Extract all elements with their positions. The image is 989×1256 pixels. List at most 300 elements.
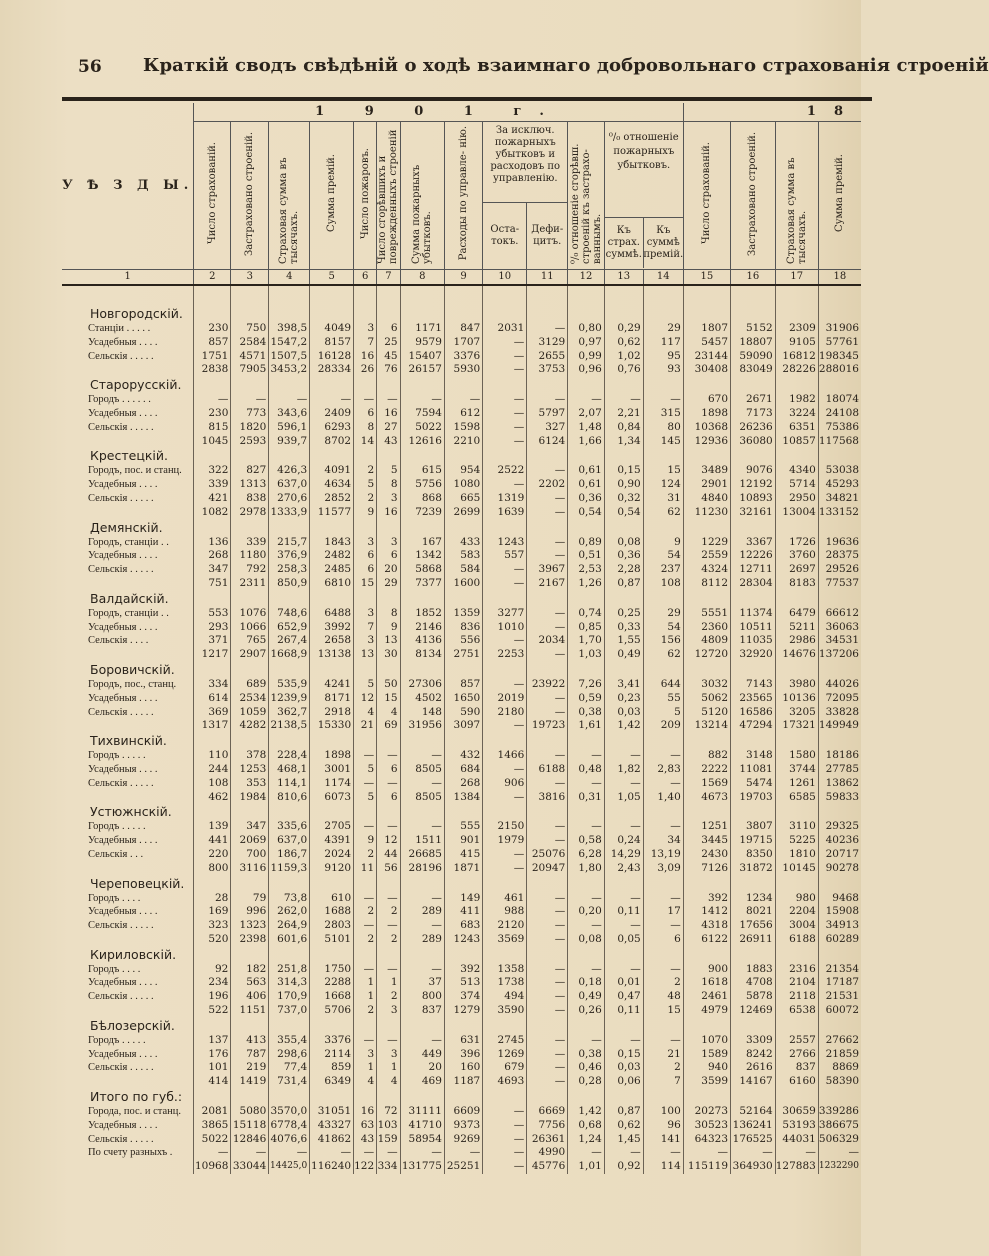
table-cell: 29526: [818, 563, 861, 577]
table-cell: 700: [231, 848, 269, 862]
table-cell: 1,03: [568, 648, 605, 662]
table-cell: [527, 947, 568, 963]
table-cell: —: [527, 820, 568, 834]
table-cell: 5714: [775, 478, 818, 492]
table-cell: [354, 520, 377, 536]
table-cell: 0,03: [604, 706, 643, 720]
table-cell: 114: [643, 1160, 683, 1174]
table-cell: 1639: [483, 506, 527, 520]
table-cell: 0,62: [604, 1119, 643, 1133]
table-cell: —: [527, 1048, 568, 1062]
table-cell: 1232290: [818, 1160, 861, 1174]
table-cell: 3760: [775, 549, 818, 563]
table-cell: [354, 804, 377, 820]
table-cell: 3097: [444, 719, 482, 733]
table-cell: 13: [354, 648, 377, 662]
table-cell: 1269: [483, 1048, 527, 1062]
table-row: [62, 678, 861, 692]
table-cell: 5706: [310, 1004, 354, 1018]
table-cell: 5474: [731, 777, 776, 791]
table-cell: [269, 591, 310, 607]
table-cell: 614: [194, 692, 231, 706]
table-cell: 4091: [310, 464, 354, 478]
table-cell: 0,32: [604, 492, 643, 506]
table-row: [62, 1105, 861, 1119]
table-cell: [231, 377, 269, 393]
table-cell: [683, 306, 730, 322]
table-cell: 2019: [483, 692, 527, 706]
row-label: По счету разныхъ .: [88, 1147, 173, 1159]
table-cell: [269, 804, 310, 820]
table-cell: 836: [444, 621, 482, 635]
table-cell: 92: [194, 963, 231, 977]
table-cell: 3: [377, 492, 400, 506]
row-label: Городъ . . . . .: [88, 1034, 146, 1046]
table-cell: 19715: [731, 834, 776, 848]
table-cell: 23922: [527, 678, 568, 692]
table-cell: [310, 520, 354, 536]
table-cell: 314,3: [269, 976, 310, 990]
district-name: Крестецкiй.: [90, 448, 168, 464]
table-cell: 6488: [310, 607, 354, 621]
table-cell: [310, 1089, 354, 1105]
table-cell: [775, 1018, 818, 1034]
table-cell: 2485: [310, 563, 354, 577]
table-cell: 1668,9: [269, 648, 310, 662]
table-cell: [444, 804, 482, 820]
table-cell: 3: [354, 322, 377, 336]
table-cell: 369: [194, 706, 231, 720]
table-cell: —: [568, 393, 605, 407]
table-cell: 5101: [310, 933, 354, 947]
district-name: Тихвинскiй.: [90, 733, 167, 749]
table-cell: —: [527, 648, 568, 662]
table-cell: [483, 591, 527, 607]
table-cell: 5022: [194, 1133, 231, 1147]
table-cell: [731, 947, 776, 963]
table-cell: 1: [377, 1061, 400, 1075]
table-cell: 347: [231, 820, 269, 834]
table-cell: 322: [194, 464, 231, 478]
table-cell: 900: [683, 963, 730, 977]
table-cell: 3744: [775, 763, 818, 777]
table-cell: 7: [354, 336, 377, 350]
table-cell: 2803: [310, 919, 354, 933]
table-cell: 2,21: [604, 407, 643, 421]
table-cell: [604, 306, 643, 322]
table-cell: 3004: [775, 919, 818, 933]
column-number: 7: [377, 270, 400, 286]
table-cell: 18807: [731, 336, 776, 350]
table-cell: 343,6: [269, 407, 310, 421]
table-row: [62, 336, 861, 350]
table-cell: [643, 591, 683, 607]
table-cell: 1883: [731, 963, 776, 977]
table-cell: —: [483, 407, 527, 421]
row-label: [62, 363, 194, 377]
table-cell: [354, 306, 377, 322]
table-cell: [731, 591, 776, 607]
table-row: [62, 621, 861, 635]
table-cell: 7143: [731, 678, 776, 692]
table-row: [62, 963, 861, 977]
table-cell: 0,38: [568, 1048, 605, 1062]
table-cell: 441: [194, 834, 231, 848]
table-cell: 3807: [731, 820, 776, 834]
table-cell: 15118: [231, 1119, 269, 1133]
table-cell: [731, 804, 776, 820]
table-cell: 5457: [683, 336, 730, 350]
table-cell: 9076: [731, 464, 776, 478]
table-cell: 9468: [818, 892, 861, 906]
total-row: [62, 719, 861, 733]
table-cell: —: [604, 963, 643, 977]
table-cell: 2034: [527, 634, 568, 648]
table-row: [62, 892, 861, 906]
table-cell: [568, 804, 605, 820]
table-cell: 1898: [683, 407, 730, 421]
table-cell: [683, 804, 730, 820]
table-cell: 6351: [775, 421, 818, 435]
table-cell: —: [643, 892, 683, 906]
table-cell: 2918: [310, 706, 354, 720]
table-cell: [354, 662, 377, 678]
table-cell: [568, 377, 605, 393]
table-cell: 4: [354, 706, 377, 720]
table-cell: 10511: [731, 621, 776, 635]
table-cell: [604, 520, 643, 536]
table-cell: —: [400, 777, 444, 791]
table-cell: —: [527, 1004, 568, 1018]
table-cell: 610: [310, 892, 354, 906]
table-cell: 3376: [310, 1034, 354, 1048]
table-cell: [194, 876, 231, 892]
table-cell: [483, 733, 527, 749]
header-col15: Число страхованiй.: [683, 122, 730, 270]
table-cell: 60289: [818, 933, 861, 947]
table-cell: [444, 306, 482, 322]
table-cell: 0,03: [604, 1061, 643, 1075]
table-cell: 1750: [310, 963, 354, 977]
table-cell: 513: [444, 976, 482, 990]
table-cell: 2: [377, 933, 400, 947]
table-cell: —: [354, 919, 377, 933]
table-cell: 0,33: [604, 621, 643, 635]
table-cell: 1600: [444, 577, 482, 591]
table-cell: 5: [354, 763, 377, 777]
table-cell: 1979: [483, 834, 527, 848]
row-label: Сельскiя . . . . .: [88, 920, 154, 932]
table-cell: [683, 520, 730, 536]
table-cell: 1243: [483, 536, 527, 550]
table-cell: —: [354, 1034, 377, 1048]
table-cell: 16: [377, 506, 400, 520]
table-cell: [269, 876, 310, 892]
table-row: [62, 492, 861, 506]
table-cell: 8171: [310, 692, 354, 706]
table-cell: 169: [194, 905, 231, 919]
column-number: 9: [444, 270, 482, 286]
table-cell: [818, 1089, 861, 1105]
table-cell: 1807: [683, 322, 730, 336]
table-cell: —: [354, 892, 377, 906]
table-cell: 2316: [775, 963, 818, 977]
row-label: Сельскiя . . . . .: [88, 706, 154, 718]
table-cell: [604, 448, 643, 464]
table-cell: 1076: [231, 607, 269, 621]
table-cell: 2398: [231, 933, 269, 947]
table-cell: [269, 947, 310, 963]
header-col6: Число пожаровъ.: [354, 122, 377, 270]
table-cell: 2: [354, 464, 377, 478]
table-cell: 1668: [310, 990, 354, 1004]
table-cell: 13862: [818, 777, 861, 791]
table-cell: 10968: [194, 1160, 231, 1174]
table-cell: 2907: [231, 648, 269, 662]
row-label: Усадебныя . . . .: [88, 835, 158, 847]
table-cell: [683, 662, 730, 678]
table-cell: 652,9: [269, 621, 310, 635]
table-cell: 80: [643, 421, 683, 435]
table-cell: 1317: [194, 719, 231, 733]
column-number: 3: [231, 270, 269, 286]
table-cell: [310, 1018, 354, 1034]
table-cell: 4673: [683, 791, 730, 805]
table-cell: 13,19: [643, 848, 683, 862]
table-cell: 0,05: [604, 933, 643, 947]
table-cell: 124: [643, 478, 683, 492]
table-cell: [731, 662, 776, 678]
table-cell: 8869: [818, 1061, 861, 1075]
table-cell: 114,1: [269, 777, 310, 791]
table-cell: —: [194, 1146, 231, 1160]
total-row: [62, 435, 861, 449]
table-cell: 1984: [231, 791, 269, 805]
row-label: Усадебныя . . . .: [88, 479, 158, 491]
table-cell: 103: [377, 1119, 400, 1133]
header-col11: Дефи- цитъ.: [526, 203, 567, 269]
table-cell: 2120: [483, 919, 527, 933]
table-cell: —: [354, 820, 377, 834]
table-cell: 859: [310, 1061, 354, 1075]
table-cell: 237: [643, 563, 683, 577]
table-cell: 0,90: [604, 478, 643, 492]
table-cell: 0,25: [604, 607, 643, 621]
table-cell: 1261: [775, 777, 818, 791]
table-cell: 15908: [818, 905, 861, 919]
district-name: Кириловскiй.: [90, 946, 177, 962]
table-cell: 6073: [310, 791, 354, 805]
table-cell: [775, 804, 818, 820]
table-cell: 16: [354, 1105, 377, 1119]
table-cell: [818, 377, 861, 393]
row-label: [62, 1160, 194, 1174]
table-cell: [400, 804, 444, 820]
table-cell: 20717: [818, 848, 861, 862]
table-cell: [527, 377, 568, 393]
table-cell: 34: [643, 834, 683, 848]
table-cell: 148: [400, 706, 444, 720]
table-cell: 810,6: [269, 791, 310, 805]
table-cell: 17321: [775, 719, 818, 733]
table-cell: 5152: [731, 322, 776, 336]
table-cell: 1234: [731, 892, 776, 906]
district-name: Устюжнскiй.: [90, 804, 172, 820]
table-cell: [377, 804, 400, 820]
table-cell: —: [643, 1034, 683, 1048]
table-cell: 2,43: [604, 862, 643, 876]
page-number: 56: [78, 57, 102, 77]
table-cell: 29: [377, 577, 400, 591]
table-cell: 0,62: [604, 336, 643, 350]
table-cell: [400, 1018, 444, 1034]
table-cell: 16128: [310, 350, 354, 364]
table-cell: 11081: [731, 763, 776, 777]
table-cell: [354, 377, 377, 393]
table-cell: [643, 377, 683, 393]
table-cell: 4840: [683, 492, 730, 506]
table-cell: [194, 1089, 231, 1105]
table-cell: 0,38: [568, 706, 605, 720]
table-cell: [527, 662, 568, 678]
table-cell: 7,26: [568, 678, 605, 692]
table-cell: 15: [643, 464, 683, 478]
table-cell: 293: [194, 621, 231, 635]
table-cell: 21: [354, 719, 377, 733]
table-cell: —: [527, 706, 568, 720]
table-cell: 0,61: [568, 464, 605, 478]
table-cell: 32920: [731, 648, 776, 662]
table-cell: —: [527, 990, 568, 1004]
table-cell: 139: [194, 820, 231, 834]
table-cell: 6: [377, 763, 400, 777]
table-cell: [683, 947, 730, 963]
table-cell: [604, 733, 643, 749]
table-cell: [310, 876, 354, 892]
table-row: [62, 393, 861, 407]
table-cell: 3: [354, 536, 377, 550]
table-cell: [643, 662, 683, 678]
table-cell: 30408: [683, 363, 730, 377]
table-cell: 16812: [775, 350, 818, 364]
table-cell: —: [483, 862, 527, 876]
table-cell: 0,74: [568, 607, 605, 621]
table-cell: —: [483, 1146, 527, 1160]
table-cell: —: [527, 607, 568, 621]
table-cell: 2852: [310, 492, 354, 506]
row-label: Усадебныя . . . .: [88, 407, 158, 419]
table-cell: [568, 1089, 605, 1105]
table-cell: 6,28: [568, 848, 605, 862]
table-cell: 110: [194, 749, 231, 763]
table-row: [62, 749, 861, 763]
column-number: 5: [310, 270, 354, 286]
district-row: [62, 947, 861, 963]
table-cell: 1253: [231, 763, 269, 777]
table-cell: [231, 876, 269, 892]
table-cell: [775, 306, 818, 322]
table-cell: 76: [377, 363, 400, 377]
table-cell: —: [400, 1034, 444, 1048]
table-cell: 62: [643, 506, 683, 520]
table-cell: 1313: [231, 478, 269, 492]
table-cell: 2461: [683, 990, 730, 1004]
table-cell: 0,99: [568, 350, 605, 364]
table-cell: 12192: [731, 478, 776, 492]
table-cell: —: [604, 1146, 643, 1160]
table-cell: 5551: [683, 607, 730, 621]
table-cell: 1333,9: [269, 506, 310, 520]
table-cell: 27662: [818, 1034, 861, 1048]
table-cell: [527, 591, 568, 607]
table-cell: 96: [643, 1119, 683, 1133]
table-cell: 33044: [231, 1160, 269, 1174]
table-cell: 9373: [444, 1119, 482, 1133]
table-cell: 31906: [818, 322, 861, 336]
table-cell: [483, 306, 527, 322]
table-cell: [527, 1018, 568, 1034]
row-label: Усадебныя . . . .: [88, 906, 158, 918]
table-cell: [568, 306, 605, 322]
table-cell: [643, 306, 683, 322]
table-cell: 0,18: [568, 976, 605, 990]
table-cell: 160: [444, 1061, 482, 1075]
table-cell: 0,80: [568, 322, 605, 336]
table-cell: 3753: [527, 363, 568, 377]
table-row: [62, 563, 861, 577]
table-cell: 37: [400, 976, 444, 990]
table-cell: 9269: [444, 1133, 482, 1147]
table-cell: 5120: [683, 706, 730, 720]
table-cell: 0,28: [568, 1075, 605, 1089]
table-cell: —: [604, 1034, 643, 1048]
district-row: [62, 306, 861, 322]
table-cell: [194, 733, 231, 749]
table-cell: 5930: [444, 363, 482, 377]
total-row: [62, 933, 861, 947]
table-cell: 4990: [527, 1146, 568, 1160]
table-cell: —: [483, 577, 527, 591]
table-cell: 2534: [231, 692, 269, 706]
table-row: [62, 820, 861, 834]
table-cell: —: [377, 892, 400, 906]
table-cell: 0,24: [604, 834, 643, 848]
table-cell: 0,49: [604, 648, 643, 662]
table-cell: 117568: [818, 434, 859, 447]
table-cell: 15: [643, 1004, 683, 1018]
table-cell: [377, 947, 400, 963]
table-cell: 684: [444, 763, 482, 777]
table-cell: —: [483, 435, 527, 449]
table-cell: 267,4: [269, 634, 310, 648]
table-cell: 461: [483, 892, 527, 906]
table-cell: 40236: [818, 834, 861, 848]
column-number: 18: [818, 270, 861, 286]
table-cell: 1466: [483, 749, 527, 763]
table-cell: 1159,3: [269, 862, 310, 876]
table-cell: —: [377, 1146, 400, 1160]
table-cell: 43: [354, 1133, 377, 1147]
row-label: Городъ, пос., станц.: [88, 678, 177, 690]
table-cell: 11: [354, 862, 377, 876]
table-cell: —: [643, 749, 683, 763]
table-cell: [683, 591, 730, 607]
table-cell: —: [354, 749, 377, 763]
table-cell: [194, 591, 231, 607]
table-cell: 26: [354, 363, 377, 377]
table-cell: —: [527, 976, 568, 990]
table-cell: 36063: [818, 621, 861, 635]
